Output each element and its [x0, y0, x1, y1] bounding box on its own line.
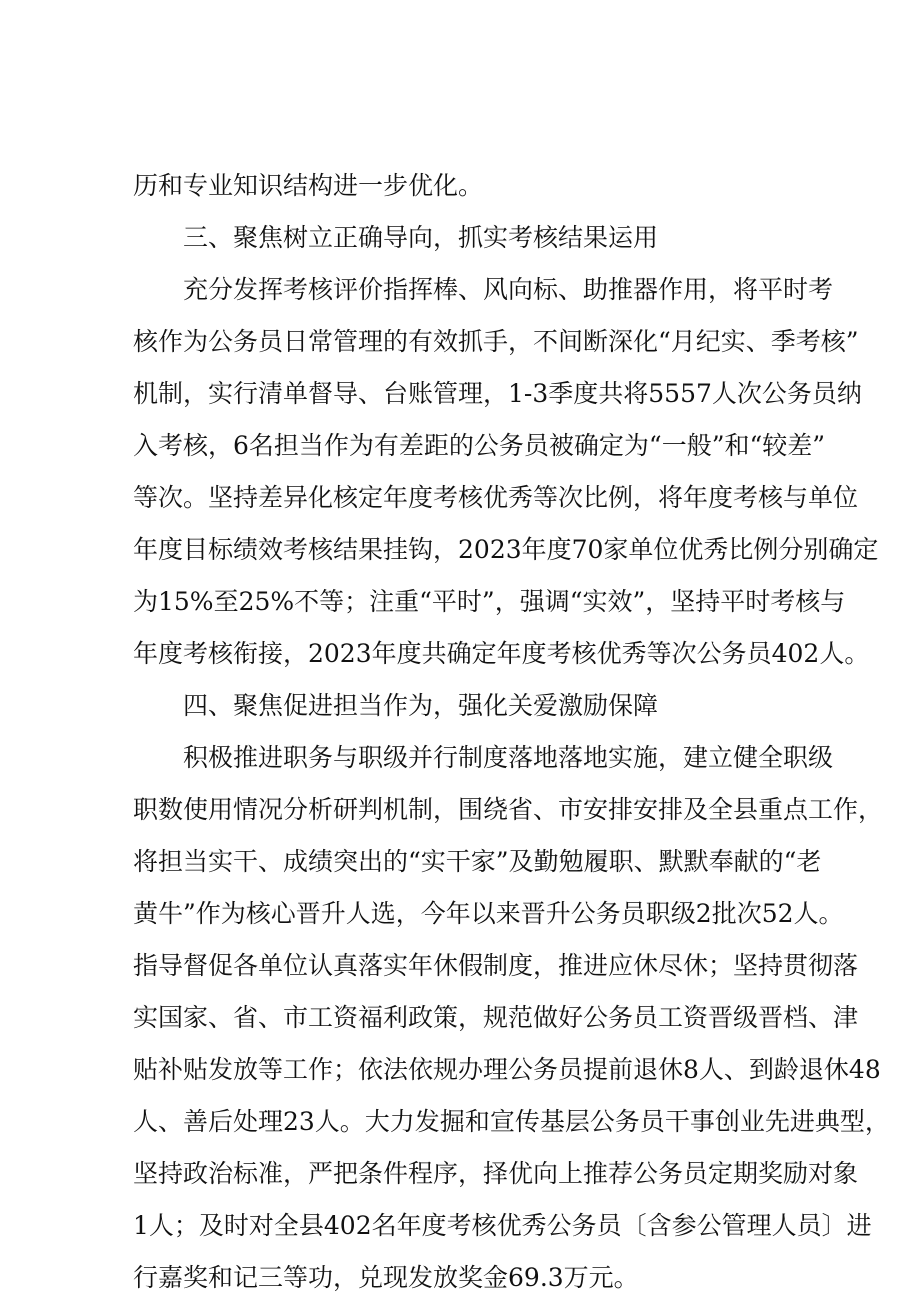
paragraph-line: 职数使用情况分析研判机制，围绕省、市安排安排及全县重点工作， [133, 795, 884, 824]
paragraph-line: 贴补贴发放等工作；依法依规办理公务员提前退休8人、到龄退休48 [133, 1055, 881, 1084]
section-heading-4: 四、聚焦促进担当作为，强化关爱激励保障 [183, 691, 659, 720]
paragraph-line: 实国家、省、市工资福利政策，规范做好公务员工资晋级晋档、津 [133, 1003, 859, 1032]
paragraph-line: 入考核，6名担当作为有差距的公务员被确定为“一般”和“较差” [133, 431, 826, 460]
paragraph-line: 坚持政治标准，严把条件程序，择优向上推荐公务员定期奖励对象 [133, 1159, 859, 1188]
paragraph-line: 等次。坚持差异化核定年度考核优秀等次比例，将年度考核与单位 [133, 483, 859, 512]
paragraph-line: 年度目标绩效考核结果挂钩，2023年度70家单位优秀比例分别确定 [133, 535, 879, 564]
paragraph-line: 1人；及时对全县402名年度考核优秀公务员〔含参公管理人员〕进 [133, 1211, 872, 1240]
section-4-paragraph [133, 732, 890, 1304]
paragraph-line: 指导督促各单位认真落实年休假制度，推进应休尽休；坚持贯彻落 [133, 951, 859, 980]
paragraph-line: 充分发挥考核评价指挥棒、风向标、助推器作用，将平时考 [183, 275, 834, 304]
document-body [133, 160, 890, 1304]
section-heading-3: 三、聚焦树立正确导向，抓实考核结果运用 [183, 223, 659, 252]
paragraph-line: 为15%至25%不等；注重“平时”，强调“实效”，坚持平时考核与 [133, 587, 846, 616]
paragraph-line: 将担当实干、成绩突出的“实干家”及勤勉履职、默默奉献的“老 [133, 847, 822, 876]
section-3-paragraph [133, 264, 879, 680]
paragraph-line: 人、善后处理23人。大力发掘和宣传基层公务员干事创业先进典型， [133, 1107, 890, 1136]
paragraph-line: 行嘉奖和记三等功，兑现发放奖金69.3万元。 [133, 1263, 639, 1292]
paragraph-line: 积极推进职务与职级并行制度落地落地实施，建立健全职级 [183, 743, 834, 772]
paragraph-line: 核作为公务员日常管理的有效抓手，不间断深化“月纪实、季考核” [133, 327, 859, 356]
paragraph-line: 黄牛”作为核心晋升人选，今年以来晋升公务员职级2批次52人。 [133, 899, 844, 928]
paragraph-line: 机制，实行清单督导、台账管理，1-3季度共将5557人次公务员纳 [133, 379, 862, 408]
paragraph-line: 年度考核衔接，2023年度共确定年度考核优秀等次公务员402人。 [133, 639, 870, 668]
paragraph-line: 历和专业知识结构进一步优化。 [133, 171, 484, 200]
